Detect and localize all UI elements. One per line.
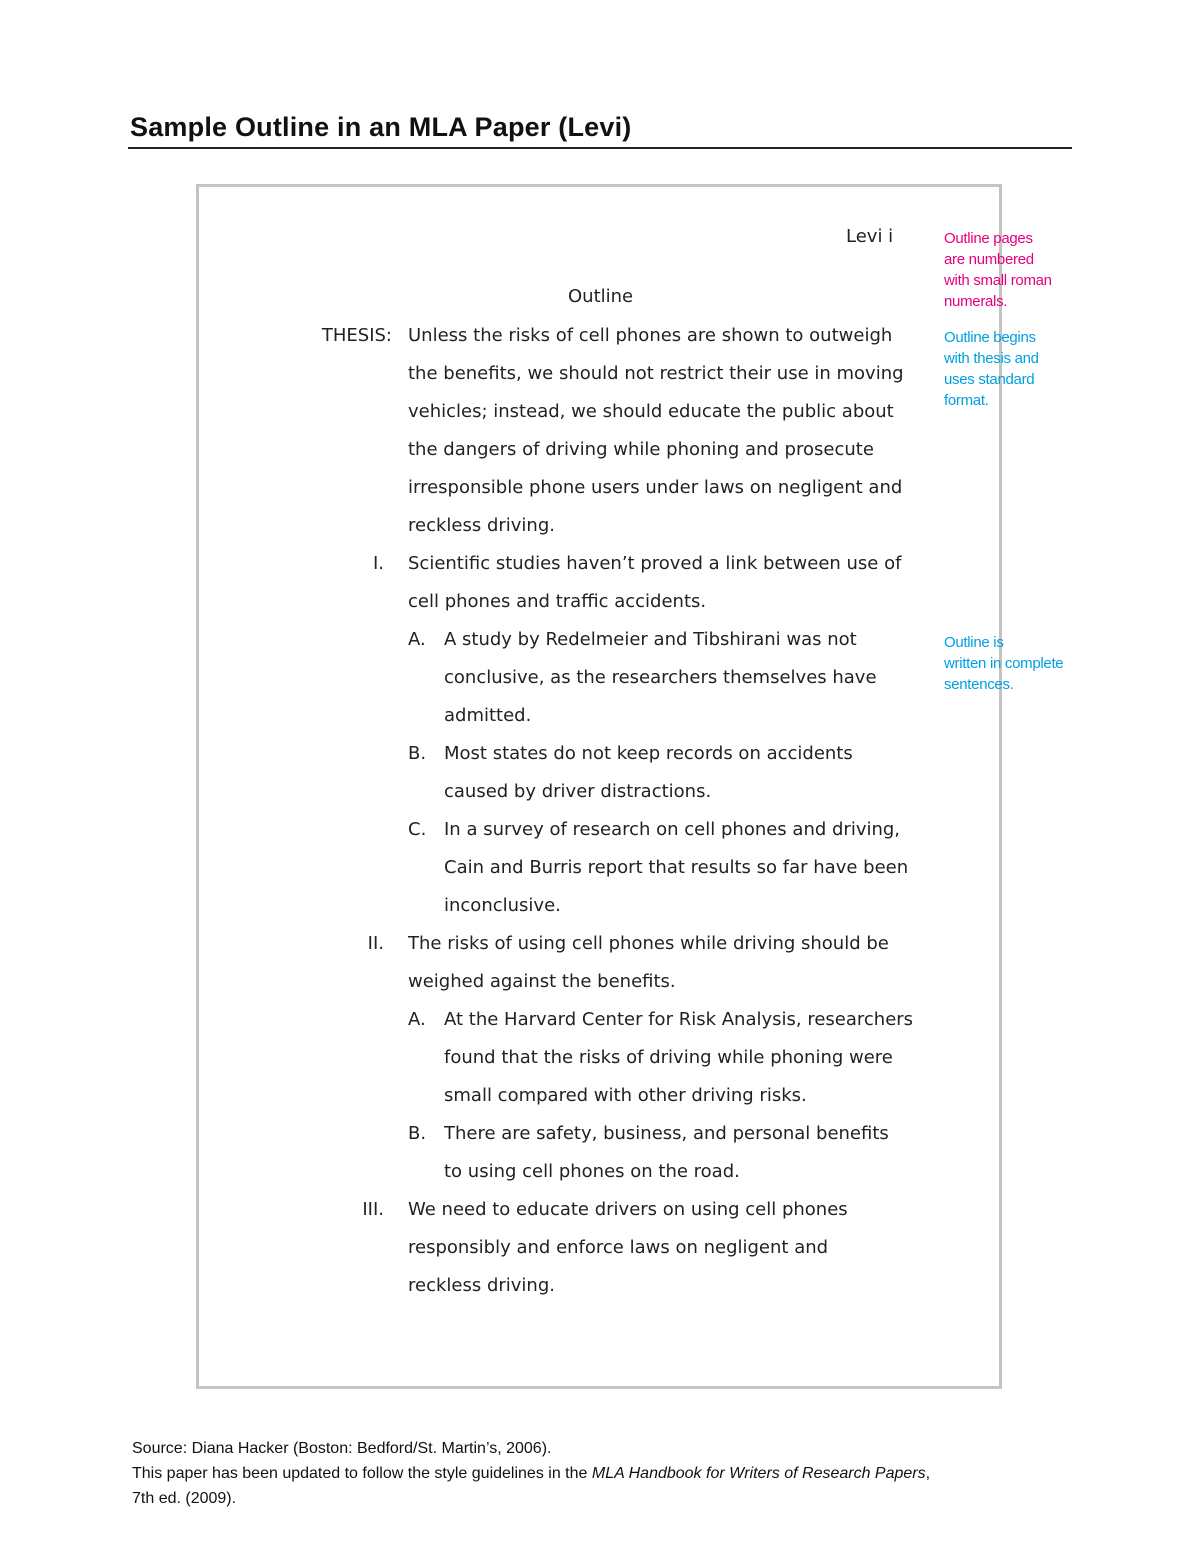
- section-line: weighed against the benefits.: [408, 971, 676, 992]
- footer-source: Source: Diana Hacker (Boston: Bedford/St. Martin’s, 2006).: [132, 1440, 552, 1457]
- thesis-line: irresponsible phone users under laws on negligent and: [408, 477, 903, 498]
- subsection-line: At the Harvard Center for Risk Analysis, researchers: [444, 1009, 914, 1030]
- subsection-letter: C.: [408, 819, 427, 840]
- thesis-line: Unless the risks of cell phones are shown to outweigh: [408, 325, 893, 346]
- subsection-line: to using cell phones on the road.: [444, 1161, 740, 1182]
- margin-annotation: [944, 632, 1063, 695]
- subsection-letter: B.: [408, 743, 427, 764]
- subsection-line: Most states do not keep records on accidents: [444, 743, 853, 764]
- annotation-line: with small roman: [944, 272, 1052, 289]
- annotation-line: Outline begins: [944, 329, 1036, 346]
- outline-title: Outline: [568, 286, 634, 307]
- title-underline: [128, 147, 1072, 149]
- subsection-line: A study by Redelmeier and Tibshirani was not: [444, 629, 857, 650]
- margin-annotation: [944, 327, 1039, 411]
- section-line: We need to educate drivers on using cell phones: [408, 1199, 848, 1220]
- annotation-line: Outline pages: [944, 230, 1033, 247]
- subsection-line: found that the risks of driving while phoning were: [444, 1047, 893, 1068]
- subsection-letter: A.: [408, 629, 426, 650]
- section-numeral: III.: [362, 1199, 384, 1220]
- subsection-line: There are safety, business, and personal benefits: [444, 1123, 889, 1144]
- subsection-line: conclusive, as the researchers themselves have: [444, 667, 877, 688]
- annotation-line: numerals.: [944, 293, 1008, 310]
- footer-note-italic: MLA Handbook for Writers of Research Papers: [591, 1465, 926, 1482]
- annotation-line: Outline is: [944, 634, 1004, 651]
- subsection-line: In a survey of research on cell phones and driving,: [444, 819, 901, 840]
- section-line: reckless driving.: [408, 1275, 555, 1296]
- section-line: responsibly and enforce laws on negligent and: [408, 1237, 829, 1258]
- section-numeral: II.: [367, 933, 384, 954]
- running-head: Levi i: [846, 226, 894, 247]
- thesis-line: the dangers of driving while phoning and prosecute: [408, 439, 874, 460]
- annotation-line: with thesis and: [944, 350, 1039, 367]
- margin-annotation: [944, 228, 1052, 312]
- annotation-line: written in complete: [944, 655, 1064, 672]
- thesis-line: the benefits, we should not restrict their use in moving: [408, 363, 904, 384]
- annotation-line: uses standard: [944, 371, 1035, 388]
- annotation-line: format.: [944, 392, 989, 409]
- footer-note-prefix: This paper has been updated to follow the style guidelines in the: [132, 1465, 592, 1482]
- footer-note: [132, 1465, 930, 1483]
- thesis-label: THESIS:: [321, 325, 392, 346]
- page-title: Sample Outline in an MLA Paper (Levi): [130, 112, 632, 142]
- subsection-letter: A.: [408, 1009, 426, 1030]
- section-line: The risks of using cell phones while driving should be: [408, 933, 889, 954]
- thesis-line: reckless driving.: [408, 515, 555, 536]
- subsection-line: caused by driver distractions.: [444, 781, 712, 802]
- section-numeral: I.: [372, 553, 384, 574]
- annotation-line: sentences.: [944, 676, 1014, 693]
- subsection-letter: B.: [408, 1123, 427, 1144]
- section-line: cell phones and traffic accidents.: [408, 591, 707, 612]
- thesis-line: vehicles; instead, we should educate the public about: [408, 401, 894, 422]
- subsection-line: inconclusive.: [444, 895, 561, 916]
- subsection-line: Cain and Burris report that results so far have been: [444, 857, 909, 878]
- subsection-line: small compared with other driving risks.: [444, 1085, 807, 1106]
- section-line: Scientific studies haven’t proved a link between use of: [408, 553, 902, 574]
- footer-note-suffix: ,: [925, 1465, 931, 1482]
- subsection-line: admitted.: [444, 705, 532, 726]
- annotation-line: are numbered: [944, 251, 1034, 268]
- footer-note-line2: 7th ed. (2009).: [132, 1490, 237, 1507]
